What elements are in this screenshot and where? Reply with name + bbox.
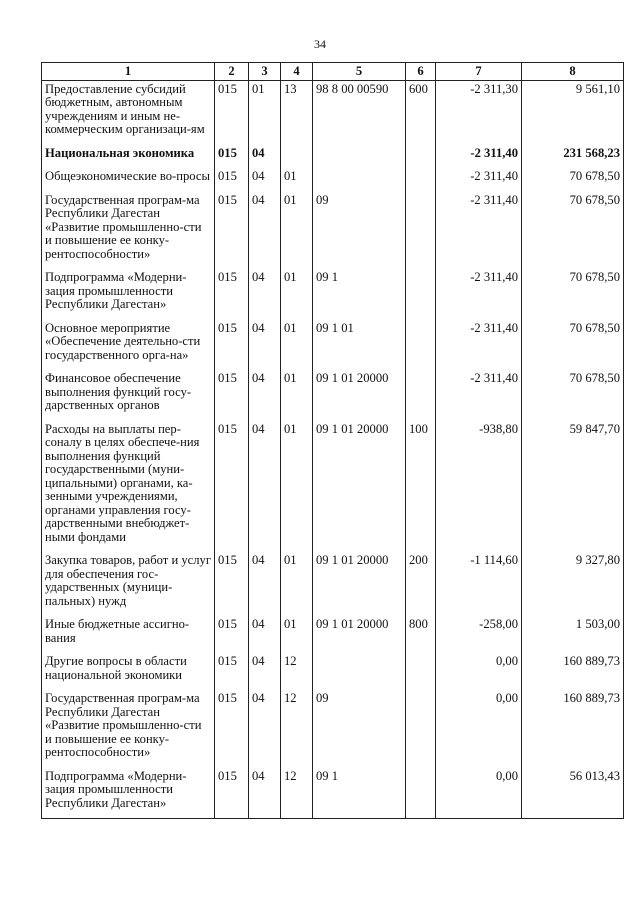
cell-expense-type xyxy=(406,269,436,320)
cell-target-article xyxy=(313,653,406,690)
cell-expense-type xyxy=(406,192,436,270)
cell-target-article: 09 1 xyxy=(313,768,406,819)
cell-code: 015 xyxy=(215,768,249,819)
cell-change: -2 311,40 xyxy=(436,320,522,371)
cell-section: 04 xyxy=(249,320,281,371)
table-row xyxy=(42,421,624,553)
cell-total: 231 568,23 xyxy=(522,145,624,169)
cell-change: -258,00 xyxy=(436,616,522,653)
cell-target-article: 09 1 01 20000 xyxy=(313,616,406,653)
table-row xyxy=(42,168,624,192)
cell-name: Иные бюджетные ассигно-вания xyxy=(42,616,215,653)
cell-section: 04 xyxy=(249,145,281,169)
cell-name: Расходы на выплаты пер-соналу в целях обеспече-ния выполнения функций государственными (муни-ципальными) органами, ка-зенными учреждениями, органами управления госу-дарственными внебюджет-ными фондами xyxy=(42,421,215,553)
cell-code: 015 xyxy=(215,653,249,690)
cell-target-article: 09 1 01 20000 xyxy=(313,552,406,616)
cell-subsection: 12 xyxy=(281,768,313,819)
cell-subsection: 01 xyxy=(281,616,313,653)
cell-name: Закупка товаров, работ и услуг для обеспечения гос-ударственных (муници-пальных) нужд xyxy=(42,552,215,616)
cell-section: 04 xyxy=(249,192,281,270)
cell-change: -2 311,40 xyxy=(436,168,522,192)
header-col-4: 4 xyxy=(281,63,313,81)
cell-change: -2 311,40 xyxy=(436,370,522,421)
cell-section: 04 xyxy=(249,552,281,616)
table-row xyxy=(42,192,624,270)
table-body xyxy=(42,80,624,819)
cell-name: Национальная экономика xyxy=(42,145,215,169)
cell-target-article xyxy=(313,168,406,192)
cell-code: 015 xyxy=(215,192,249,270)
table-row xyxy=(42,768,624,819)
table-row xyxy=(42,616,624,653)
cell-target-article: 09 1 xyxy=(313,269,406,320)
budget-table xyxy=(41,62,624,819)
cell-expense-type xyxy=(406,653,436,690)
cell-name: Подпрограмма «Модерни-зация промышленности Республики Дагестан» xyxy=(42,768,215,819)
cell-expense-type xyxy=(406,768,436,819)
header-col-5: 5 xyxy=(313,63,406,81)
cell-section: 04 xyxy=(249,421,281,553)
cell-change: 0,00 xyxy=(436,768,522,819)
cell-target-article: 09 xyxy=(313,690,406,768)
cell-expense-type: 100 xyxy=(406,421,436,553)
cell-change: -1 114,60 xyxy=(436,552,522,616)
cell-expense-type: 600 xyxy=(406,80,436,145)
cell-expense-type: 200 xyxy=(406,552,436,616)
cell-total: 1 503,00 xyxy=(522,616,624,653)
cell-name: Государственная програм-ма Республики Дагестан «Развитие промышленно-сти и повышение ее конку-рентоспособности» xyxy=(42,192,215,270)
cell-section: 04 xyxy=(249,690,281,768)
cell-name: Подпрограмма «Модерни-зация промышленности Республики Дагестан» xyxy=(42,269,215,320)
cell-section: 01 xyxy=(249,80,281,145)
table-row xyxy=(42,552,624,616)
cell-subsection xyxy=(281,145,313,169)
cell-section: 04 xyxy=(249,616,281,653)
cell-subsection: 01 xyxy=(281,421,313,553)
cell-subsection: 01 xyxy=(281,320,313,371)
cell-target-article: 09 1 01 20000 xyxy=(313,370,406,421)
cell-expense-type xyxy=(406,690,436,768)
cell-code: 015 xyxy=(215,320,249,371)
cell-subsection: 01 xyxy=(281,269,313,320)
cell-code: 015 xyxy=(215,269,249,320)
cell-total: 59 847,70 xyxy=(522,421,624,553)
cell-code: 015 xyxy=(215,690,249,768)
cell-expense-type xyxy=(406,145,436,169)
cell-section: 04 xyxy=(249,269,281,320)
cell-change: 0,00 xyxy=(436,690,522,768)
cell-section: 04 xyxy=(249,768,281,819)
cell-code: 015 xyxy=(215,168,249,192)
cell-target-article: 09 1 01 20000 xyxy=(313,421,406,553)
cell-name: Другие вопросы в области национальной экономики xyxy=(42,653,215,690)
cell-code: 015 xyxy=(215,421,249,553)
cell-expense-type xyxy=(406,320,436,371)
cell-subsection: 01 xyxy=(281,370,313,421)
cell-code: 015 xyxy=(215,145,249,169)
cell-target-article: 98 8 00 00590 xyxy=(313,80,406,145)
table-row xyxy=(42,145,624,169)
cell-total: 56 013,43 xyxy=(522,768,624,819)
header-col-3: 3 xyxy=(249,63,281,81)
cell-change: -2 311,40 xyxy=(436,145,522,169)
header-col-7: 7 xyxy=(436,63,522,81)
cell-change: -2 311,40 xyxy=(436,269,522,320)
cell-code: 015 xyxy=(215,616,249,653)
cell-total: 160 889,73 xyxy=(522,690,624,768)
page-number: 34 xyxy=(314,37,326,51)
cell-expense-type xyxy=(406,370,436,421)
cell-target-article: 09 xyxy=(313,192,406,270)
table-row xyxy=(42,320,624,371)
header-col-8: 8 xyxy=(522,63,624,81)
cell-target-article: 09 1 01 xyxy=(313,320,406,371)
cell-total: 70 678,50 xyxy=(522,320,624,371)
cell-subsection: 01 xyxy=(281,168,313,192)
cell-name: Финансовое обеспечение выполнения функций госу-дарственных органов xyxy=(42,370,215,421)
cell-section: 04 xyxy=(249,370,281,421)
cell-code: 015 xyxy=(215,80,249,145)
cell-expense-type: 800 xyxy=(406,616,436,653)
cell-total: 70 678,50 xyxy=(522,370,624,421)
cell-name: Предоставление субсидий бюджетным, автономным учреждениям и иным не-коммерческим организаци-ям xyxy=(42,80,215,145)
cell-subsection: 12 xyxy=(281,653,313,690)
header-col-6: 6 xyxy=(406,63,436,81)
cell-code: 015 xyxy=(215,552,249,616)
cell-subsection: 12 xyxy=(281,690,313,768)
cell-code: 015 xyxy=(215,370,249,421)
cell-total: 70 678,50 xyxy=(522,269,624,320)
cell-total: 9 561,10 xyxy=(522,80,624,145)
header-col-2: 2 xyxy=(215,63,249,81)
cell-name: Общеэкономические во-просы xyxy=(42,168,215,192)
cell-total: 9 327,80 xyxy=(522,552,624,616)
cell-target-article xyxy=(313,145,406,169)
table-header-row xyxy=(42,63,624,81)
cell-subsection: 01 xyxy=(281,552,313,616)
table-row xyxy=(42,269,624,320)
table-row xyxy=(42,80,624,145)
cell-subsection: 01 xyxy=(281,192,313,270)
cell-change: 0,00 xyxy=(436,653,522,690)
table-row xyxy=(42,370,624,421)
cell-name: Государственная програм-ма Республики Дагестан «Развитие промышленно-сти и повышение ее конку-рентоспособности» xyxy=(42,690,215,768)
cell-change: -938,80 xyxy=(436,421,522,553)
cell-section: 04 xyxy=(249,653,281,690)
cell-total: 160 889,73 xyxy=(522,653,624,690)
header-col-1: 1 xyxy=(42,63,215,81)
cell-subsection: 13 xyxy=(281,80,313,145)
table-row xyxy=(42,653,624,690)
table-row xyxy=(42,690,624,768)
cell-name: Основное мероприятие «Обеспечение деятельно-сти государственного орга-на» xyxy=(42,320,215,371)
cell-change: -2 311,30 xyxy=(436,80,522,145)
cell-change: -2 311,40 xyxy=(436,192,522,270)
cell-section: 04 xyxy=(249,168,281,192)
cell-total: 70 678,50 xyxy=(522,192,624,270)
cell-expense-type xyxy=(406,168,436,192)
cell-total: 70 678,50 xyxy=(522,168,624,192)
